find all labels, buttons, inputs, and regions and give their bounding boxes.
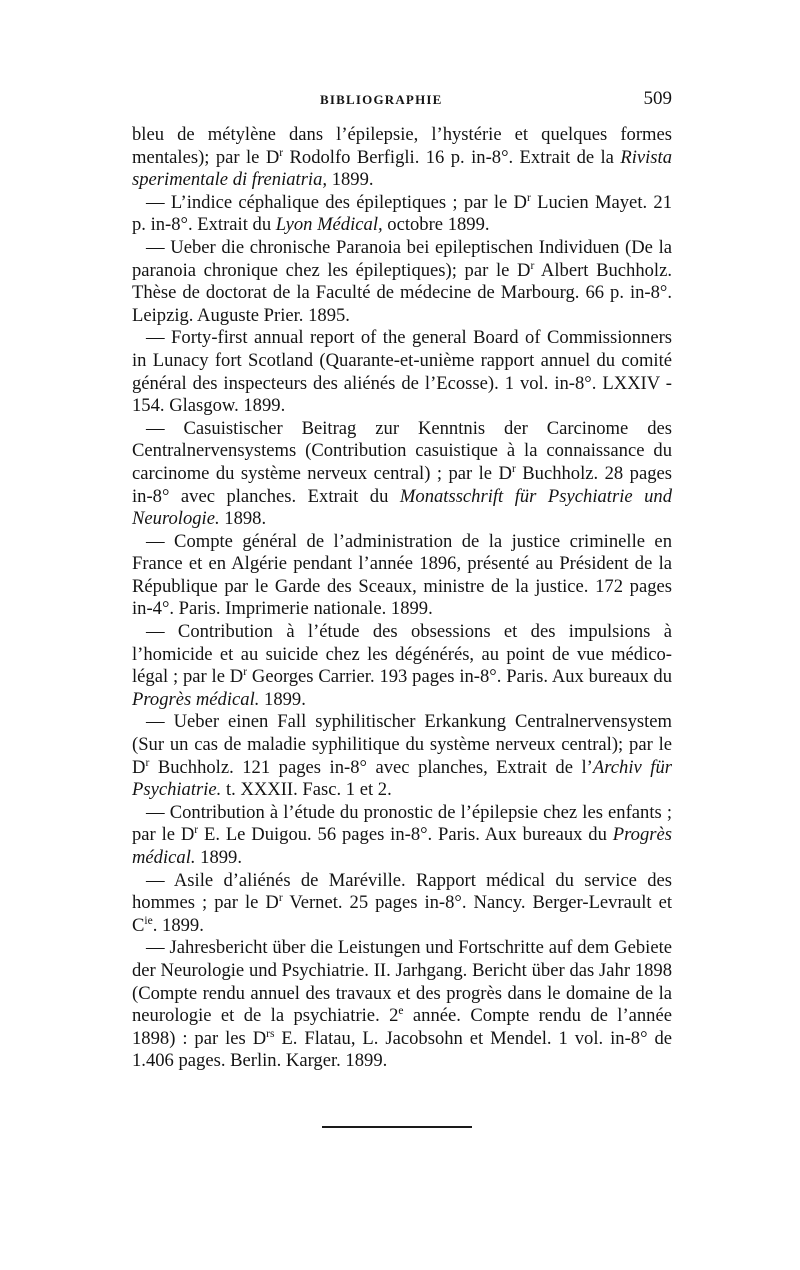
text-segment: 1899. (195, 847, 242, 868)
text-segment: Buchholz. 121 pages in-8° avec planches, Extrait de l’ (149, 756, 593, 778)
italic-title: Progrès médical. (132, 824, 672, 868)
text-segment: — Ueber die chronische Paranoia bei epileptischen Individuen (De la paranoia chronique chez les épileptiques); par le D (132, 236, 672, 281)
text-segment: . 1899. (152, 914, 204, 936)
bibliography-entry (132, 327, 672, 417)
running-title: BIBLIOGRAPHIE (320, 92, 443, 107)
superscript: e (398, 1004, 404, 1017)
superscript: r (279, 146, 284, 159)
bibliography-entry (132, 418, 672, 531)
superscript: r (526, 191, 531, 204)
text-segment: — Ueber einen Fall syphilitischer Erkankung Centralnervensystem (Sur un cas de maladie syphilitique du système nerveux central); par le D (132, 711, 672, 778)
text-segment: Lucien Mayet. 21 p. in-8°. Extrait du (132, 191, 672, 236)
italic-title: Rivista sperimentale di freniatria, (132, 146, 673, 191)
text-segment: — Forty-first annual report of the general Board of Commissionners in Lunacy fort Scotland (Quarante-et-unième rapport annuel du comité général des inspecteurs des aliénés de l’Ecosse). 1 vol. in-8°. LXXIV - 154. Glasgow. 1899. (132, 327, 672, 417)
bibliography-entry (132, 937, 672, 1073)
text-segment: — Compte général de l’administration de la justice criminelle en France et en Algérie pendant l’année 1896, présenté au Président de la République par le Garde des Sceaux, ministre de la justice. 172 pages in-4°. Paris. Imprimerie nationale. 1899. (132, 530, 672, 620)
text-segment: 1898. (219, 508, 267, 530)
text-segment: — Asile d’aliénés de Maréville. Rapport médical du service des hommes ; par le D (132, 869, 672, 914)
text-segment: — Contribution à l’étude des obsessions et des impulsions à l’homicide et au suicide chez les dégénérés, au point de vue médico-légal ; par le D (132, 621, 672, 688)
bibliography-entry (132, 237, 672, 327)
text-segment: octobre 1899. (382, 214, 490, 236)
bibliography-entry (132, 621, 672, 711)
bibliography-entry (132, 192, 672, 237)
text-segment: — L’indice céphalique des épileptiques ; par le D (146, 191, 527, 213)
text-segment: E. Le Duigou. 56 pages in-8°. Paris. Aux bureaux du (198, 824, 613, 846)
text-segment: 1899. (327, 169, 374, 191)
italic-title: Monatsschrift für Psychiatrie und Neurologie. (132, 485, 673, 530)
superscript: ie (144, 914, 153, 927)
italic-title: Progrès médical. (132, 688, 260, 710)
superscript: r (530, 259, 535, 272)
page-number: 509 (643, 88, 672, 109)
text-segment: 1899. (259, 688, 306, 710)
superscript: r (243, 666, 248, 679)
text-segment: Rodolfo Berfigli. 16 p. in-8°. Extrait de la (283, 146, 621, 168)
text-segment: Vernet. 25 pages in-8°. Nancy. Berger-Levrault et C (132, 892, 672, 936)
text-segment: — Jahresbericht über die Leistungen und Fortschritte auf dem Gebiete der Neurologie und Psychiatrie. II. Jarhgang. Bericht über das Jahr 1898 (Compte rendu annuel des travaux et des progrès dans le domaine de la neurologie et de la psychiatrie. 2 (132, 937, 672, 1027)
text-segment: E. Flatau, L. Jacobsohn et Mendel. 1 vol. in-8° de 1.406 pages. Berlin. Karger. 1899. (132, 1027, 672, 1072)
text-segment: — Contribution à l’étude du pronostic de l’épilepsie chez les enfants ; par le D (132, 801, 672, 846)
superscript: r (145, 756, 150, 769)
text-segment: Georges Carrier. 193 pages in-8°. Paris. Aux bureaux du (247, 666, 672, 688)
bibliography-entry (132, 124, 672, 192)
superscript: r (278, 892, 283, 904)
bibliography-entry (132, 711, 672, 801)
text-segment: t. XXXII. Fasc. 1 et 2. (221, 779, 392, 801)
page-header (132, 88, 672, 116)
italic-title: Lyon Médical, (275, 214, 383, 236)
text-segment: année. Compte rendu de l’année 1898) : par les D (132, 1005, 672, 1049)
text-segment: — Casuistischer Beitrag zur Kenntnis der Carcinome des Centralnervensystems (Contribution casuistique à la connaissance du carcinome du système nerveux central) ; par le D (132, 417, 672, 484)
bibliography-entry (132, 802, 672, 870)
end-rule (322, 1126, 472, 1128)
superscript: rs (266, 1027, 275, 1040)
text-segment: Albert Buchholz. Thèse de doctorat de la Faculté de médecine de Marbourg. 66 p. in-8°. Leipzig. Auguste Prier. 1895. (132, 259, 672, 326)
text-segment: Buchholz. 28 pages in-8° avec planches. Extrait du (132, 462, 672, 507)
bibliography-entries (132, 124, 672, 1073)
bibliography-entry (132, 870, 672, 938)
superscript: r (511, 462, 516, 475)
superscript: r (194, 824, 199, 837)
bibliography-entry (132, 531, 672, 621)
text-segment: bleu de métylène dans l’épilepsie, l’hystérie et quelques formes mentales); par le D (132, 124, 672, 168)
italic-title: Archiv für Psychiatrie. (132, 756, 672, 801)
